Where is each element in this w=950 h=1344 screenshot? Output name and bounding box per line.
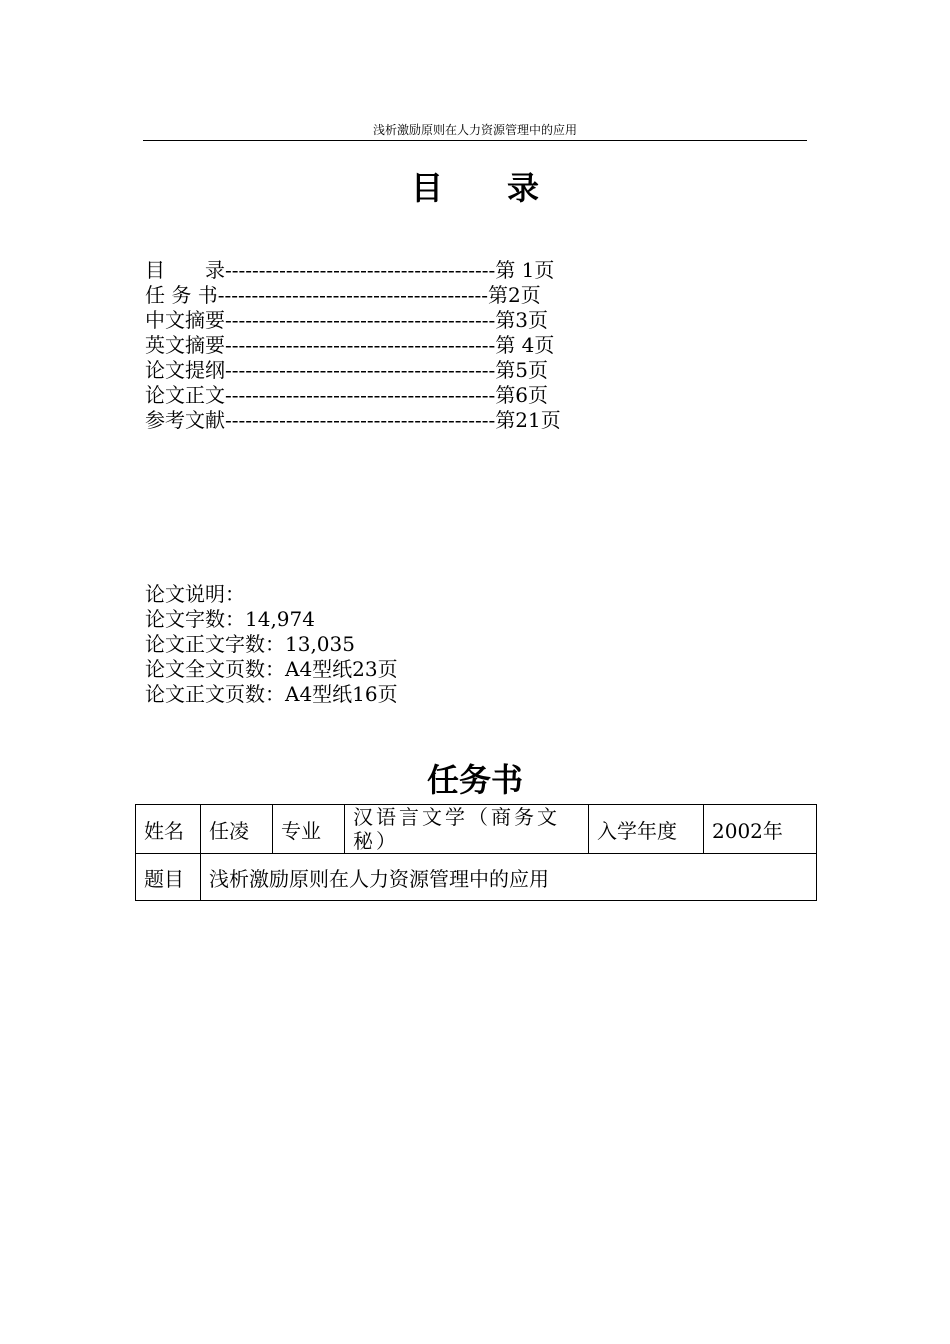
toc-entry[interactable] xyxy=(145,308,785,333)
toc-entry-label: 英文摘要 xyxy=(145,333,225,357)
toc-entry-page: 第 1页 xyxy=(495,258,555,282)
toc-entry-leader: ---------------------------------------- xyxy=(217,283,489,307)
toc-entry-leader: ---------------------------------------- xyxy=(225,258,496,282)
year-label: 入学年度 xyxy=(589,805,704,854)
name-label: 姓名 xyxy=(136,805,201,854)
toc-entry[interactable] xyxy=(145,283,785,308)
toc-list xyxy=(145,258,785,433)
toc-entry-label: 参考文献 xyxy=(145,408,225,432)
toc-entry-page: 第 4页 xyxy=(495,333,555,357)
toc-entry-leader: ---------------------------------------- xyxy=(225,408,496,432)
toc-entry[interactable] xyxy=(145,258,785,283)
major-value: 汉语言文学（商务文秘） xyxy=(345,805,589,854)
toc-entry[interactable] xyxy=(145,408,785,433)
name-value: 任凌 xyxy=(201,805,273,854)
toc-entry-label: 论文正文 xyxy=(145,383,225,407)
toc-entry-label: 论文提纲 xyxy=(145,358,225,382)
topic-label: 题目 xyxy=(136,854,201,901)
task-table xyxy=(135,804,817,901)
toc-title: 目录 xyxy=(410,169,603,207)
thesis-notes xyxy=(145,582,785,707)
notes-heading: 论文说明： xyxy=(145,582,245,606)
running-header: 浅析激励原则在人力资源管理中的应用 xyxy=(372,123,577,137)
toc-entry-leader: ---------------------------------------- xyxy=(225,333,496,357)
toc-entry-label: 中文摘要 xyxy=(145,308,225,332)
toc-entry[interactable] xyxy=(145,358,785,383)
toc-entry-leader: ---------------------------------------- xyxy=(225,358,496,382)
toc-entry[interactable] xyxy=(145,333,785,358)
topic-value: 浅析激励原则在人力资源管理中的应用 xyxy=(201,854,817,901)
toc-entry-page: 第6页 xyxy=(495,383,549,407)
table-row xyxy=(136,854,817,901)
notes-line: 论文全文页数：A4型纸23页 xyxy=(145,657,398,681)
notes-line: 论文字数：14,974 xyxy=(145,607,315,631)
year-value: 2002年 xyxy=(704,805,817,854)
notes-line: 论文正文页数：A4型纸16页 xyxy=(145,682,398,706)
task-title: 任务书 xyxy=(426,761,523,799)
toc-entry-page: 第5页 xyxy=(495,358,549,382)
toc-entry-page: 第3页 xyxy=(495,308,549,332)
toc-entry-page: 第21页 xyxy=(495,408,561,432)
toc-entry-leader: ---------------------------------------- xyxy=(225,308,496,332)
table-row xyxy=(136,805,817,854)
major-label: 专业 xyxy=(273,805,345,854)
notes-line: 论文正文字数：13,035 xyxy=(145,632,355,656)
header-rule xyxy=(143,140,807,141)
toc-entry-page: 第2页 xyxy=(488,283,541,307)
toc-entry[interactable] xyxy=(145,383,785,408)
toc-entry-label: 任 务 书 xyxy=(145,283,218,307)
toc-entry-label: 目 录 xyxy=(145,258,225,282)
toc-entry-leader: ---------------------------------------- xyxy=(225,383,496,407)
